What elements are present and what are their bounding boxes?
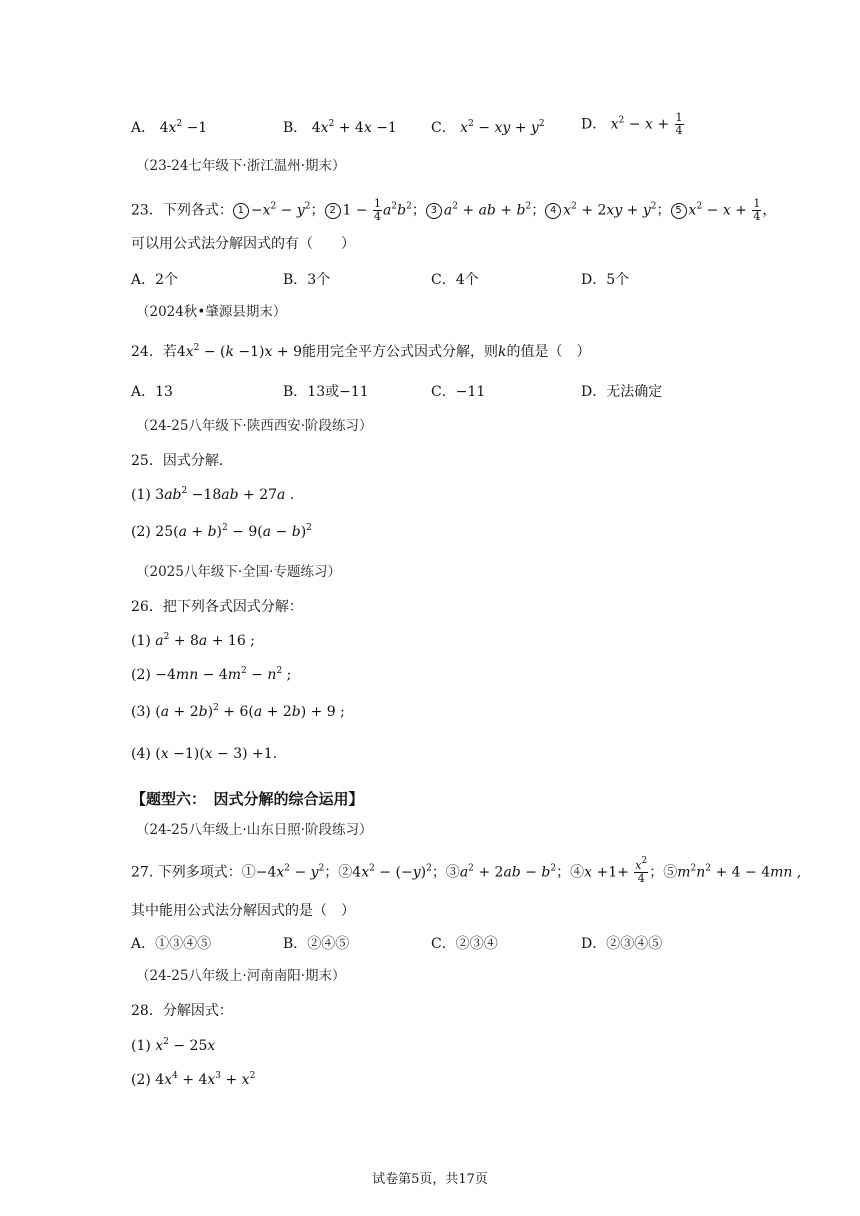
q26-part-1: (1) $a^2 + 8a + 16$ ; [131, 632, 255, 649]
q23-option-a: A．2个 [131, 272, 179, 288]
q23-option-b: B．3个 [283, 272, 331, 288]
q27-option-d: D．②③④⑤ [581, 936, 663, 952]
q25-source: （24-25八年级下·陕西西安·阶段练习） [136, 418, 373, 434]
q26-part-3: (3) $(a + 2b)^2 + 6(a + 2b) + 9$ ; [131, 703, 345, 720]
q23-stem: 23．下列各式： $1 -x^2 - y^2$； 2 1 − $\frac{1}{4}$ $a^2b^2$； 3 $a^2$ + ab + $b^2$； 4 $x^2 + 2xy + y^2$； 5 $x^2 - x$ + $\frac{1}{4}$ ， [131, 197, 777, 223]
q23-option-d: D．5个 [581, 272, 630, 288]
q23-option-c: C．4个 [431, 272, 479, 288]
q28-part-2: (2) $4x^4 + 4x^3 + x^2$ [131, 1071, 256, 1088]
q23-source: （23-24七年级下·浙江温州·期末） [136, 158, 346, 174]
q25-part-1: (1) $3ab^2 -18ab + 27a$ . [131, 486, 295, 503]
q26-source: （2025八年级下·全国·专题练习） [136, 564, 341, 580]
q27-option-a: A．①③④⑤ [131, 936, 212, 952]
q24-option-c: C．−11 [431, 384, 486, 400]
q23-stem-line2: 可以用公式法分解因式的有（ ） [131, 236, 355, 252]
q27-source: （24-25八年级上·山东日照·阶段练习） [136, 822, 373, 838]
section-heading: 【题型六： 因式分解的综合运用】 [131, 790, 364, 808]
q27-option-c: C．②③④ [431, 936, 498, 952]
q25-part-2: (2) $25(a + b)^2 - 9(a - b)^2$ [131, 523, 312, 540]
page-footer: 试卷第5页，共17页 [372, 1172, 488, 1187]
q26-stem: 26．把下列各式因式分解： [131, 599, 303, 615]
q28-source: （24-25八年级上·河南南阳·期末） [136, 968, 346, 984]
q24-stem: 24．若$4x^2 - (k -1)x + 9$能用完全平方公式因式分解，则k的值是（ ） [131, 343, 591, 360]
q27-stem-line2: 其中能用公式法分解因式的是（ ） [131, 903, 355, 919]
q24-option-d: D．无法确定 [581, 384, 663, 400]
q25-stem: 25．因式分解. [131, 453, 224, 469]
q24-source: （2024秋•肇源县期末） [136, 304, 287, 320]
q26-part-4: (4) (x −1)(x − 3) +1. [131, 746, 278, 762]
q27-option-b: B．②④⑤ [283, 936, 350, 952]
q28-part-1: (1) $x^2 - 25x$ [131, 1037, 216, 1054]
q26-part-2: $(2) -4mn - 4m^2 - n^2$ ; [131, 666, 292, 683]
q24-option-b: B．13或−11 [283, 384, 369, 400]
q27-stem: 27. 下列多项式：$①-4x^2 - y^2$；$②4x^2 - (-y)^2$；$③a^2 + 2ab - b^2$；④x +1+ $\frac{x^2}{4}$ ；$⑤m^2n^2 + 4 - 4mn$ , [131, 856, 802, 885]
q22-option-d: D． $x^2 - x$ + $\frac{1}{4}$ [581, 111, 683, 137]
q22-option-a: A． $4x^2 -1$ [131, 119, 208, 136]
q28-stem: 28．分解因式： [131, 1003, 233, 1019]
q22-option-c: C． $x^2$ − xy + $y^2$ [431, 119, 545, 136]
q22-option-b: B． $4x^2 + 4x -1$ [283, 119, 397, 136]
q24-option-a: A．13 [131, 384, 173, 400]
